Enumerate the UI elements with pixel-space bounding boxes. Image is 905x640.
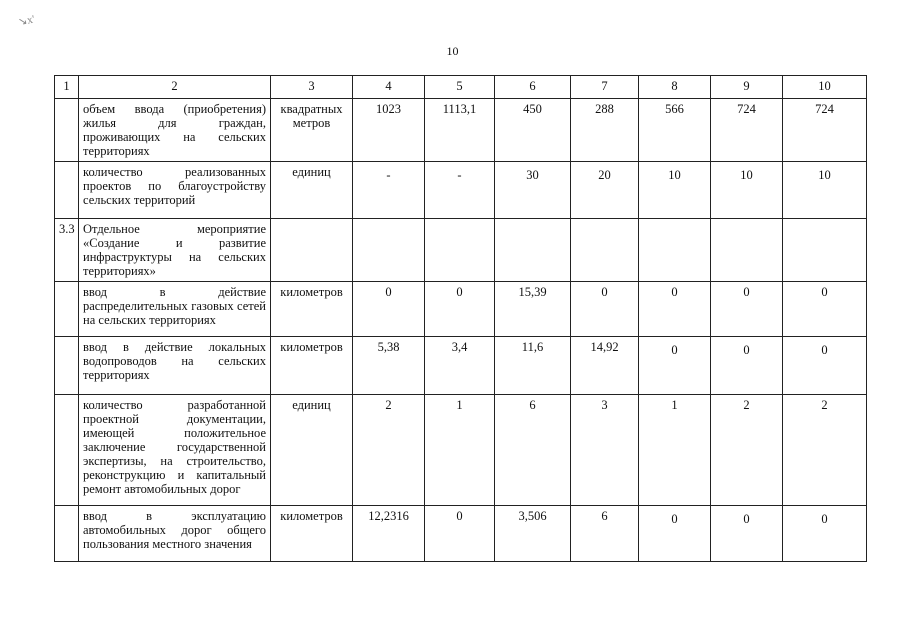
value-cell: 15,39: [495, 282, 571, 337]
value-cell: 3,506: [495, 506, 571, 562]
scan-mark: ↘x': [17, 13, 36, 29]
table-row: [55, 282, 867, 337]
value-cell: 2: [353, 395, 425, 506]
header-cell: 5: [425, 76, 495, 99]
value-cell: 11,6: [495, 337, 571, 395]
value-cell: 566: [639, 99, 711, 162]
value-cell: [639, 219, 711, 282]
value-cell: [495, 219, 571, 282]
value-cell: 0: [783, 282, 867, 337]
unit-cell: квадратных метров: [271, 99, 353, 162]
value-cell: 3,4: [425, 337, 495, 395]
row-number: [55, 282, 79, 337]
unit-cell: единиц: [271, 395, 353, 506]
value-cell: 288: [571, 99, 639, 162]
header-cell: 1: [55, 76, 79, 99]
value-cell: 0: [711, 282, 783, 337]
row-number: [55, 337, 79, 395]
value-cell: 724: [783, 99, 867, 162]
value-cell: 1113,1: [425, 99, 495, 162]
page-number: 10: [446, 44, 459, 58]
value-cell: 0: [425, 282, 495, 337]
value-cell: 5,38: [353, 337, 425, 395]
value-cell: 6: [571, 506, 639, 562]
value-cell: 10: [783, 162, 867, 219]
indicator-name: количество разработанной проектной документации, имеющей положительное заключение государственной экспертизы, на строительство, реконструкцию и капитальный ремонт автомобильных дорог: [79, 395, 271, 506]
unit-cell: километров: [271, 337, 353, 395]
table-row: [55, 162, 867, 219]
indicator-name: Отдельное мероприятие «Создание и развитие инфраструктуры на сельских территориях»: [79, 219, 271, 282]
value-cell: 6: [495, 395, 571, 506]
value-cell: [353, 219, 425, 282]
indicator-name: ввод в действие локальных водопроводов на сельских территориях: [79, 337, 271, 395]
header-cell: 7: [571, 76, 639, 99]
value-cell: 10: [711, 162, 783, 219]
row-number: [55, 506, 79, 562]
value-cell: 0: [639, 337, 711, 395]
value-cell: 450: [495, 99, 571, 162]
value-cell: 12,2316: [353, 506, 425, 562]
value-cell: 2: [711, 395, 783, 506]
value-cell: 724: [711, 99, 783, 162]
value-cell: [425, 219, 495, 282]
value-cell: 0: [783, 337, 867, 395]
row-number: [55, 99, 79, 162]
value-cell: 0: [783, 506, 867, 562]
table-row: [55, 219, 867, 282]
unit-cell: [271, 219, 353, 282]
value-cell: -: [425, 162, 495, 219]
value-cell: 1: [425, 395, 495, 506]
unit-cell: километров: [271, 282, 353, 337]
row-number: [55, 162, 79, 219]
header-cell: 9: [711, 76, 783, 99]
header-cell: 2: [79, 76, 271, 99]
value-cell: 0: [425, 506, 495, 562]
header-row: [55, 76, 867, 99]
value-cell: 2: [783, 395, 867, 506]
value-cell: 30: [495, 162, 571, 219]
value-cell: 0: [639, 506, 711, 562]
header-cell: 6: [495, 76, 571, 99]
value-cell: 0: [711, 506, 783, 562]
value-cell: 0: [711, 337, 783, 395]
value-cell: 14,92: [571, 337, 639, 395]
value-cell: 3: [571, 395, 639, 506]
row-number: [55, 395, 79, 506]
indicators-table: [54, 75, 867, 562]
value-cell: 1023: [353, 99, 425, 162]
indicator-name: количество реализованных проектов по благоустройству сельских территорий: [79, 162, 271, 219]
value-cell: 0: [571, 282, 639, 337]
value-cell: [783, 219, 867, 282]
table-row: [55, 395, 867, 506]
value-cell: 0: [353, 282, 425, 337]
indicator-name: ввод в эксплуатацию автомобильных дорог общего пользования местного значения: [79, 506, 271, 562]
unit-cell: километров: [271, 506, 353, 562]
indicator-name: объем ввода (приобретения) жилья для граждан, проживающих на сельских территориях: [79, 99, 271, 162]
table-row: [55, 337, 867, 395]
unit-cell: единиц: [271, 162, 353, 219]
value-cell: 0: [639, 282, 711, 337]
table-row: [55, 506, 867, 562]
value-cell: 20: [571, 162, 639, 219]
indicator-name: ввод в действие распределительных газовых сетей на сельских территориях: [79, 282, 271, 337]
header-cell: 8: [639, 76, 711, 99]
header-cell: 4: [353, 76, 425, 99]
header-cell: 10: [783, 76, 867, 99]
value-cell: 10: [639, 162, 711, 219]
value-cell: 1: [639, 395, 711, 506]
value-cell: [711, 219, 783, 282]
value-cell: -: [353, 162, 425, 219]
header-cell: 3: [271, 76, 353, 99]
row-number: 3.3: [55, 219, 79, 282]
table-row: [55, 99, 867, 162]
value-cell: [571, 219, 639, 282]
